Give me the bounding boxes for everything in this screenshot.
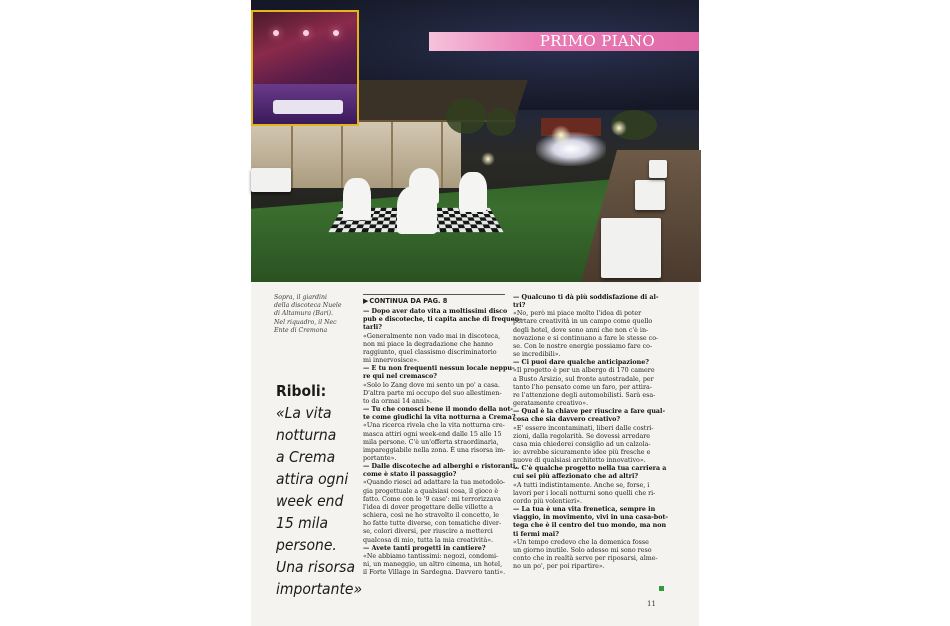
question-line: — Avete tanti progetti in cantiere? (363, 544, 486, 552)
question-line: — Tu che conosci bene il mondo della not- (363, 406, 514, 414)
headline-line: attira ogni (276, 470, 349, 488)
magazine-page (251, 0, 699, 626)
answer-line: portante». (363, 454, 397, 462)
answer-line: «Il progetto è per un albergo di 170 camere (513, 367, 655, 375)
inset-lamp (273, 30, 279, 36)
tree (446, 98, 486, 134)
headline (276, 380, 363, 600)
page-number: 11 (647, 600, 656, 608)
question-line: tarli? (363, 324, 382, 332)
garden-photo (251, 0, 699, 282)
inset-photo (251, 10, 359, 126)
white-bench (635, 180, 665, 210)
play-arrow-icon: ▶ (363, 297, 369, 305)
caption-line: Ente di Cremona (274, 326, 328, 334)
question-line: — La tua è una vita frenetica, sempre in (513, 506, 656, 514)
answer-line: masca attiri ogni week-end dalle 15 alle 15 (363, 430, 502, 438)
answer-line: l'idea di dover progettare delle villette a (363, 503, 493, 511)
answer-line: no un po', per poi ripartire». (513, 563, 605, 571)
answer-line: fatto. Come con le '9 case': mi terrorizzava (363, 495, 501, 503)
light-sculpture (536, 132, 606, 166)
answer-line: «Solo lo Zang dove mi sento un po' a casa. (363, 381, 500, 389)
photo-caption (274, 294, 354, 335)
answer-line: tanto l'ho pensato come un faro, per attira- (513, 383, 652, 391)
answer-line: «A tutti indistintamente. Anche se, forse, i (513, 481, 650, 489)
question-line: — C'è qualche progetto nella tua carriera a (513, 465, 667, 473)
question-line: cui sei più affezionato che ad altri? (513, 473, 639, 481)
headline-line: notturna (276, 426, 337, 444)
answer-line: ni, un maneggio, un altro cinema, un hotel, (363, 561, 503, 568)
headline-line: «La vita (276, 404, 332, 422)
answer-line: to da ormai 14 anni». (363, 397, 432, 405)
tree (486, 108, 516, 136)
white-bench (251, 168, 291, 192)
white-chair (343, 178, 371, 220)
section-banner-text: PRIMO PIANO (539, 32, 655, 50)
section-banner (429, 32, 699, 51)
headline-line: Una risorsa (276, 558, 356, 576)
answer-line: «Un tempo credevo che la domenica fosse (513, 538, 649, 546)
answer-line: raggiunto, quel classismo discriminatorio (363, 348, 497, 356)
answer-line: casa mia chiederei consiglio ad un calzola- (513, 440, 651, 448)
answer-line: «E' essere incontaminati, liberi dalle costri- (513, 424, 654, 432)
caption-line: della discoteca Nuele (274, 302, 342, 310)
headline-name: Riboli: (276, 382, 327, 400)
answer-line: degli hotel, dove sono anni che non c'è in- (513, 326, 649, 334)
headline-line: 15 mila (276, 514, 329, 532)
answer-line: ho fatte tutte diverse, con tematiche diver- (363, 520, 502, 528)
headline-line: week end (276, 492, 344, 510)
continued-text: CONTINUA DA PAG. 8 (369, 297, 448, 305)
white-chair (397, 186, 437, 234)
answer-line: non mi piace la degradazione che hanno (363, 340, 493, 348)
answer-line: lavori per i locali notturni sono quelli che ri- (513, 489, 656, 497)
question-line: come è stato il passaggio? (363, 471, 457, 479)
answer-line: «Una ricerca rivela che la vita notturna cre- (363, 422, 505, 430)
inset-lamp (333, 30, 339, 36)
question-line: — Dopo aver dato vita a moltissimi disco (363, 308, 508, 316)
caption-line: di Altamura (Bari). (274, 310, 333, 318)
answer-line: mila persone. C'è un'offerta straordinaria, (363, 438, 499, 446)
headline-line: persone. (276, 536, 337, 554)
answer-line: portare creatività in un campo come quello (513, 318, 653, 326)
answer-line: impareggiabile nella zona. È una risorsa im- (363, 446, 506, 454)
garden-light (611, 120, 627, 136)
caption-line: Sopra, il giardini (274, 294, 327, 301)
answer-line: se. Con le nostre energie possiamo fare co- (513, 342, 653, 350)
white-chair (459, 172, 487, 212)
answer-line: mi innervosisce». (363, 357, 420, 365)
answer-line: conto che in realtà serve per riposarsi, alme- (513, 555, 658, 562)
continued-label (363, 294, 505, 305)
question-line: pub e discoteche, ti capita anche di frequen- (363, 316, 522, 324)
tent-pole (441, 118, 443, 188)
answer-line: qualcosa di mio, tutta la mia creatività». (363, 536, 494, 544)
answer-line: re l'attenzione degli automobilisti. Sarà esa- (513, 391, 656, 399)
answer-line: zioni, dalla regolarità. Se dovessi arredare (513, 432, 651, 440)
answer-line: «Quando riesci ad adattare la tua metodolo- (363, 479, 506, 487)
answer-line: schiera, così ne ho stravolto il concetto, le (363, 512, 499, 520)
answer-line: geratamente creativo». (513, 400, 589, 408)
answer-line: nuove di qualsiasi architetto innovativo». (513, 457, 646, 465)
question-line: tri? (513, 302, 526, 310)
question-line: — Qual è la chiave per riuscire a fare qual- (513, 408, 666, 416)
answer-line: se, colori diversi, per riuscire a metterci (363, 528, 493, 536)
question-line: re qui nel cremasco? (363, 373, 437, 381)
white-bench (601, 218, 661, 278)
answer-line: novazione e si continuano a fare le stesse co- (513, 334, 659, 342)
answer-line: io: avrebbe sicuramente idee più fresche e (513, 448, 651, 456)
headline-line: importante» (276, 580, 363, 598)
answer-line: «Ne abbiamo tantissimi: negozi, condomi- (363, 552, 499, 560)
answer-line: «No, però mi piace molto l'idea di poter (513, 310, 642, 318)
answer-line: cordo più volentieri». (513, 497, 583, 505)
tent-pole (341, 118, 343, 188)
answer-line: «Generalmente non vado mai in discoteca, (363, 332, 501, 340)
answer-line: il Forte Village in Sardegna. Davvero tanti». (363, 569, 506, 577)
question-line: ti fermi mai? (513, 530, 559, 538)
garden-light (481, 152, 495, 166)
article-column-2 (513, 294, 669, 571)
garden-light (551, 125, 571, 145)
tent-pole (391, 118, 393, 188)
white-bench (649, 160, 667, 178)
answer-line: a Busto Arsizio, sul fronte autostradale, per (513, 375, 654, 383)
answer-line: D'altra parte mi occupo del suo allestimen- (363, 389, 502, 397)
inset-sofa (273, 100, 343, 114)
question-line: — Qualcuno ti dà più soddisfazione di al- (513, 294, 659, 301)
end-square-icon (659, 586, 664, 591)
question-line: — Dalle discoteche ad alberghi e ristoranti, (363, 463, 518, 471)
question-line: viaggio, in movimento, vivi in una casa-bot- (513, 514, 669, 522)
answer-line: se incredibili». (513, 351, 561, 359)
question-line: te come giudichi la vita notturna a Crema? (363, 414, 516, 422)
answer-line: gia progettuale a qualsiasi cosa, il gioco è (363, 487, 499, 495)
caption-line: Nel riquadro, il Nec (274, 318, 337, 326)
inset-lamp (303, 30, 309, 36)
headline-line: a Crema (276, 448, 336, 466)
question-line: — Ci puoi dare qualche anticipazione? (513, 359, 650, 367)
tent-pole (291, 118, 293, 188)
question-line: tega che è il centro del tuo mondo, ma non (513, 522, 667, 530)
question-line: — E tu non frequenti nessun locale neppu- (363, 365, 515, 373)
question-line: cosa che sia davvero creativo? (513, 416, 621, 424)
answer-line: un giorno inutile. Solo adesso mi sono reso (513, 546, 652, 554)
